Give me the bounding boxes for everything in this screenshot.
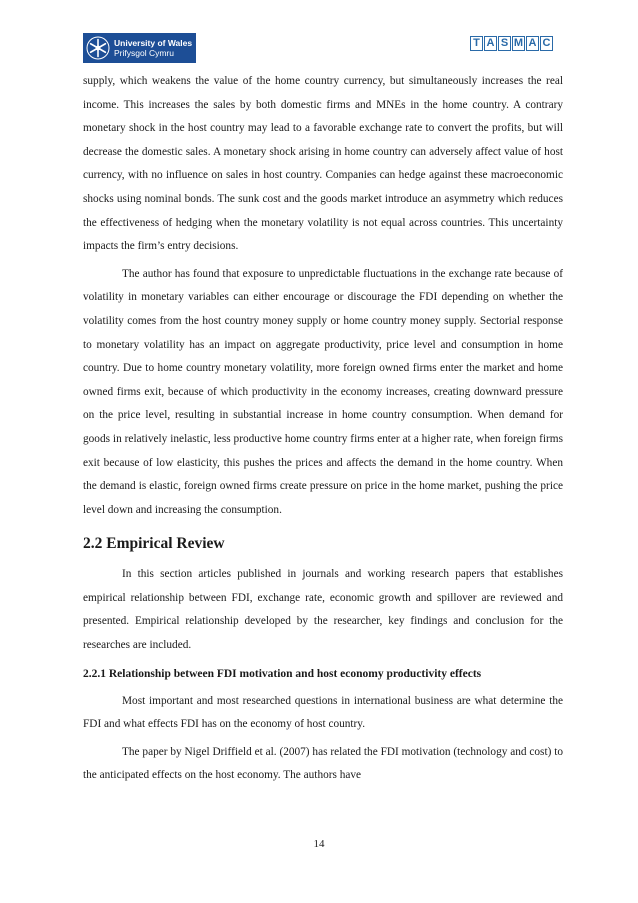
tasmac-letter: T <box>470 36 483 51</box>
logo-line-1: University of Wales <box>114 38 193 48</box>
page-number: 14 <box>313 838 325 850</box>
paragraph-section-intro: In this section articles published in journals and working research papers that establishes empirical relationship between FDI, exchange rate, economic growth and spillover are reviewed and presented. Empirical relationship developed by the researcher, key findings and conclusion for the researches are included. <box>83 568 563 652</box>
paragraph-research-questions: Most important and most researched questions in international business are what determine the FDI and what effects FDI has on the economy of host country. <box>83 694 563 731</box>
section-heading-empirical-review: 2.2 Empirical Review <box>83 535 225 553</box>
tasmac-logo <box>470 36 553 51</box>
page-header <box>0 0 638 70</box>
paragraph-author-findings: The author has found that exposure to unpredictable fluctuations in the exchange rate because of volatility in monetary variables can either encourage or discourage the FDI depending on whether the volatility comes from the host country money supply or home country money supply. Sectorial response to monetary volatility has an impact on aggregate productivity, price level and consumption in home country. Due to home country monetary volatility, more foreign owned firms enter the market and home owned firms exit, because of which productivity in the economy increases, creating downward pressure on the price level, resulting in substantial increase in home country consumption. When demand for goods in relatively inelastic, less productive home country firms enter at a higher rate, when foreign firms exit because of low elasticity, this pushes the prices and affects the demand in the home country. When the demand is elastic, foreign owned firms create pressure on price in the home market, pushing the price level down and increasing the consumption. <box>83 267 563 516</box>
subsection-heading-fdi-motivation: 2.2.1 Relationship between FDI motivation and host economy productivity effects <box>83 667 482 680</box>
page-body <box>83 70 563 788</box>
tasmac-letter: C <box>540 36 553 51</box>
paragraph-supply-continuation: supply, which weakens the value of the home country currency, but simultaneously increases the real income. This increases the sales by both domestic firms and MNEs in the home country. A contrary monetary shock in the host country may lead to a favorable exchange rate to convert the profits, but will decrease the domestic sales. A monetary shock arising in home country can adversely affect value of host currency, with no influence on sales in host country. Companies can hedge against these macroeconomic shocks using nominal bonds. The sunk cost and the goods market introduce an asymmetry which reduces the effectiveness of hedging when the monetary volatility is not equal across countries. This uncertainty impacts the firm’s entry decisions. <box>83 75 563 253</box>
paragraph-driffield-paper: The paper by Nigel Driffield et al. (2007) has related the FDI motivation (technology and cost) to the anticipated effects on the host economy. The authors have <box>83 745 563 782</box>
snowflake-crest-icon <box>86 36 110 60</box>
university-of-wales-logo <box>83 33 196 63</box>
logo-line-2: Prifysgol Cymru <box>114 48 174 58</box>
tasmac-letter: S <box>498 36 511 51</box>
tasmac-letter: M <box>513 37 524 49</box>
tasmac-letter: A <box>484 36 497 51</box>
tasmac-letter: A <box>526 36 539 51</box>
